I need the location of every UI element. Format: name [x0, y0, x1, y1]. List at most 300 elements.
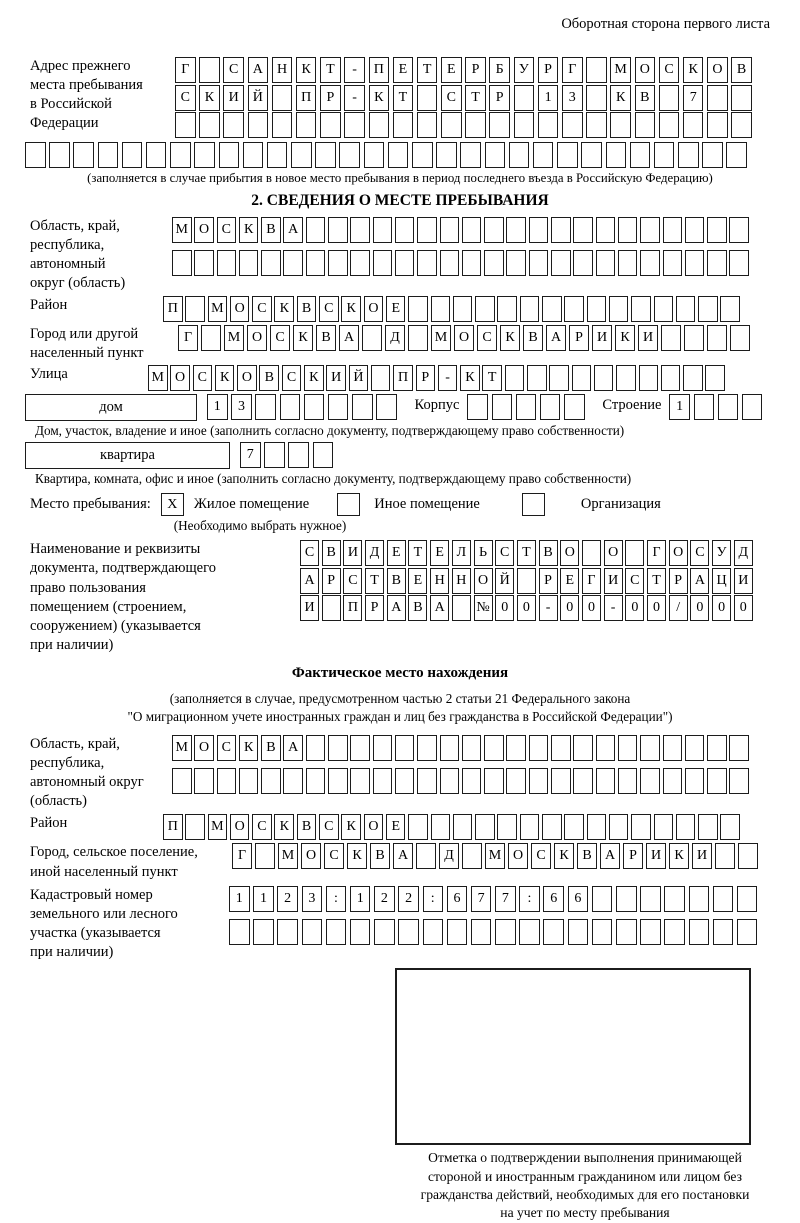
char-cell[interactable]: С — [217, 735, 237, 761]
char-cell[interactable]: С — [659, 57, 680, 83]
char-cell[interactable] — [594, 365, 614, 391]
char-cell[interactable] — [685, 217, 705, 243]
char-cell[interactable] — [564, 394, 585, 420]
char-cell[interactable] — [453, 814, 473, 840]
char-cell[interactable] — [239, 250, 259, 276]
char-cell[interactable]: В — [370, 843, 390, 869]
char-cell[interactable]: Т — [417, 57, 438, 83]
char-cell[interactable]: : — [326, 886, 347, 912]
char-cell[interactable] — [663, 250, 683, 276]
char-cell[interactable]: Т — [365, 568, 384, 594]
char-cell[interactable] — [441, 112, 462, 138]
char-cell[interactable] — [551, 217, 571, 243]
char-cell[interactable] — [328, 250, 348, 276]
char-cell[interactable] — [678, 142, 699, 168]
char-cell[interactable] — [373, 217, 393, 243]
char-cell[interactable] — [742, 394, 763, 420]
char-cell[interactable] — [484, 250, 504, 276]
char-cell[interactable] — [460, 142, 481, 168]
char-cell[interactable]: О — [247, 325, 267, 351]
char-cell[interactable] — [175, 112, 196, 138]
char-cell[interactable] — [506, 217, 526, 243]
char-cell[interactable]: 7 — [471, 886, 492, 912]
char-cell[interactable]: Т — [320, 57, 341, 83]
char-cell[interactable]: С — [282, 365, 302, 391]
char-cell[interactable] — [369, 112, 390, 138]
char-cell[interactable] — [194, 768, 214, 794]
char-cell[interactable] — [573, 735, 593, 761]
char-cell[interactable]: О — [364, 814, 384, 840]
char-cell[interactable] — [467, 394, 488, 420]
char-cell[interactable]: В — [261, 735, 281, 761]
char-cell[interactable]: А — [387, 595, 406, 621]
char-cell[interactable]: П — [393, 365, 413, 391]
char-cell[interactable]: П — [369, 57, 390, 83]
char-cell[interactable]: И — [223, 85, 244, 111]
char-cell[interactable] — [659, 85, 680, 111]
char-cell[interactable] — [431, 296, 451, 322]
char-cell[interactable] — [654, 814, 674, 840]
char-cell[interactable]: А — [600, 843, 620, 869]
char-cell[interactable]: В — [261, 217, 281, 243]
char-cell[interactable] — [371, 365, 391, 391]
char-cell[interactable]: 2 — [374, 886, 395, 912]
char-cell[interactable] — [272, 112, 293, 138]
char-cell[interactable] — [465, 112, 486, 138]
char-cell[interactable] — [484, 768, 504, 794]
char-cell[interactable] — [185, 814, 205, 840]
char-cell[interactable]: Н — [272, 57, 293, 83]
char-cell[interactable]: П — [296, 85, 317, 111]
char-cell[interactable] — [408, 814, 428, 840]
char-cell[interactable] — [707, 112, 728, 138]
char-cell[interactable]: Г — [582, 568, 601, 594]
char-cell[interactable] — [352, 394, 373, 420]
char-cell[interactable]: Т — [465, 85, 486, 111]
char-cell[interactable] — [440, 768, 460, 794]
char-cell[interactable]: С — [175, 85, 196, 111]
char-cell[interactable]: П — [163, 296, 183, 322]
char-cell[interactable]: К — [239, 735, 259, 761]
char-cell[interactable]: Е — [560, 568, 579, 594]
char-cell[interactable]: И — [326, 365, 346, 391]
char-cell[interactable]: 0 — [560, 595, 579, 621]
char-cell[interactable] — [302, 919, 323, 945]
char-cell[interactable]: Й — [349, 365, 369, 391]
char-cell[interactable] — [328, 217, 348, 243]
char-cell[interactable]: К — [199, 85, 220, 111]
char-cell[interactable] — [261, 768, 281, 794]
char-cell[interactable] — [516, 394, 537, 420]
char-cell[interactable]: С — [343, 568, 362, 594]
char-cell[interactable]: И — [638, 325, 658, 351]
char-cell[interactable] — [514, 112, 535, 138]
char-cell[interactable] — [172, 250, 192, 276]
char-cell[interactable]: К — [304, 365, 324, 391]
char-cell[interactable]: А — [248, 57, 269, 83]
char-cell[interactable]: О — [604, 540, 623, 566]
char-cell[interactable] — [328, 735, 348, 761]
char-cell[interactable]: Р — [320, 85, 341, 111]
char-cell[interactable] — [616, 886, 637, 912]
char-cell[interactable] — [417, 250, 437, 276]
char-cell[interactable]: К — [347, 843, 367, 869]
char-cell[interactable] — [395, 735, 415, 761]
char-cell[interactable]: С — [193, 365, 213, 391]
char-cell[interactable] — [519, 919, 540, 945]
char-cell[interactable]: С — [319, 814, 339, 840]
char-cell[interactable] — [520, 296, 540, 322]
char-cell[interactable] — [543, 919, 564, 945]
char-cell[interactable]: А — [339, 325, 359, 351]
char-cell[interactable] — [517, 568, 536, 594]
char-cell[interactable] — [618, 250, 638, 276]
char-cell[interactable] — [122, 142, 143, 168]
char-cell[interactable] — [217, 250, 237, 276]
char-cell[interactable]: Т — [647, 568, 666, 594]
char-cell[interactable] — [306, 735, 326, 761]
char-cell[interactable] — [689, 886, 710, 912]
char-cell[interactable] — [462, 217, 482, 243]
char-cell[interactable]: 3 — [562, 85, 583, 111]
char-cell[interactable] — [514, 85, 535, 111]
char-cell[interactable] — [255, 843, 275, 869]
char-cell[interactable]: О — [508, 843, 528, 869]
char-cell[interactable] — [272, 85, 293, 111]
char-cell[interactable]: К — [274, 814, 294, 840]
char-cell[interactable] — [344, 112, 365, 138]
char-cell[interactable]: М — [610, 57, 631, 83]
char-cell[interactable] — [582, 540, 601, 566]
char-cell[interactable] — [283, 250, 303, 276]
char-cell[interactable]: Д — [734, 540, 753, 566]
char-cell[interactable]: 6 — [568, 886, 589, 912]
char-cell[interactable] — [731, 112, 752, 138]
char-cell[interactable] — [551, 735, 571, 761]
char-cell[interactable] — [453, 296, 473, 322]
char-cell[interactable] — [350, 768, 370, 794]
char-cell[interactable] — [587, 814, 607, 840]
checkbox-organization[interactable] — [522, 493, 545, 516]
char-cell[interactable] — [683, 112, 704, 138]
char-cell[interactable]: С — [217, 217, 237, 243]
char-cell[interactable] — [729, 217, 749, 243]
char-cell[interactable]: 3 — [231, 394, 252, 420]
char-cell[interactable]: С — [690, 540, 709, 566]
char-cell[interactable] — [564, 814, 584, 840]
char-cell[interactable] — [630, 142, 651, 168]
char-cell[interactable]: С — [531, 843, 551, 869]
char-cell[interactable]: А — [393, 843, 413, 869]
char-cell[interactable]: 1 — [229, 886, 250, 912]
char-cell[interactable]: Р — [569, 325, 589, 351]
char-cell[interactable] — [542, 814, 562, 840]
char-cell[interactable]: : — [519, 886, 540, 912]
char-cell[interactable]: 0 — [690, 595, 709, 621]
char-cell[interactable]: И — [604, 568, 623, 594]
char-cell[interactable] — [676, 814, 696, 840]
char-cell[interactable]: 1 — [350, 886, 371, 912]
char-cell[interactable]: Р — [539, 568, 558, 594]
char-cell[interactable]: 1 — [538, 85, 559, 111]
char-cell[interactable] — [663, 735, 683, 761]
char-cell[interactable] — [631, 296, 651, 322]
char-cell[interactable] — [596, 768, 616, 794]
char-cell[interactable] — [581, 142, 602, 168]
char-cell[interactable] — [639, 365, 659, 391]
char-cell[interactable]: В — [316, 325, 336, 351]
char-cell[interactable]: Е — [386, 814, 406, 840]
char-cell[interactable] — [376, 394, 397, 420]
char-cell[interactable]: К — [274, 296, 294, 322]
char-cell[interactable] — [698, 814, 718, 840]
char-cell[interactable]: - — [539, 595, 558, 621]
char-cell[interactable] — [586, 57, 607, 83]
char-cell[interactable]: Ц — [712, 568, 731, 594]
char-cell[interactable]: Е — [386, 296, 406, 322]
char-cell[interactable]: М — [208, 296, 228, 322]
char-cell[interactable] — [217, 768, 237, 794]
char-cell[interactable] — [497, 814, 517, 840]
char-cell[interactable] — [201, 325, 221, 351]
char-cell[interactable]: - — [438, 365, 458, 391]
char-cell[interactable]: И — [734, 568, 753, 594]
char-cell[interactable] — [408, 325, 428, 351]
char-cell[interactable]: 0 — [517, 595, 536, 621]
char-cell[interactable] — [707, 768, 727, 794]
char-cell[interactable]: И — [646, 843, 666, 869]
char-cell[interactable]: У — [712, 540, 731, 566]
char-cell[interactable]: Б — [489, 57, 510, 83]
char-cell[interactable] — [462, 735, 482, 761]
char-cell[interactable]: С — [300, 540, 319, 566]
char-cell[interactable]: О — [474, 568, 493, 594]
char-cell[interactable] — [261, 250, 281, 276]
char-cell[interactable] — [587, 296, 607, 322]
char-cell[interactable] — [223, 112, 244, 138]
char-cell[interactable] — [683, 365, 703, 391]
char-cell[interactable]: К — [615, 325, 635, 351]
char-cell[interactable] — [229, 919, 250, 945]
char-cell[interactable] — [462, 843, 482, 869]
char-cell[interactable] — [640, 250, 660, 276]
char-cell[interactable] — [538, 112, 559, 138]
char-cell[interactable] — [663, 768, 683, 794]
char-cell[interactable]: 0 — [712, 595, 731, 621]
char-cell[interactable] — [326, 919, 347, 945]
char-cell[interactable] — [395, 217, 415, 243]
char-cell[interactable] — [395, 768, 415, 794]
char-cell[interactable]: М — [172, 735, 192, 761]
char-cell[interactable] — [729, 768, 749, 794]
char-cell[interactable]: Н — [452, 568, 471, 594]
char-cell[interactable] — [417, 217, 437, 243]
char-cell[interactable] — [520, 814, 540, 840]
char-cell[interactable] — [364, 142, 385, 168]
char-cell[interactable] — [350, 217, 370, 243]
char-cell[interactable] — [373, 768, 393, 794]
char-cell[interactable]: 7 — [495, 886, 516, 912]
char-cell[interactable] — [485, 142, 506, 168]
char-cell[interactable]: 1 — [253, 886, 274, 912]
char-cell[interactable] — [616, 365, 636, 391]
char-cell[interactable] — [676, 296, 696, 322]
char-cell[interactable] — [440, 735, 460, 761]
char-cell[interactable] — [731, 85, 752, 111]
char-cell[interactable] — [542, 296, 562, 322]
char-cell[interactable] — [596, 250, 616, 276]
char-cell[interactable] — [738, 843, 758, 869]
char-cell[interactable]: 2 — [277, 886, 298, 912]
char-cell[interactable]: 1 — [669, 394, 690, 420]
char-cell[interactable] — [313, 442, 334, 468]
char-cell[interactable] — [98, 142, 119, 168]
char-cell[interactable]: Й — [248, 85, 269, 111]
char-cell[interactable]: Р — [489, 85, 510, 111]
char-cell[interactable]: Р — [623, 843, 643, 869]
char-cell[interactable]: В — [297, 296, 317, 322]
char-cell[interactable] — [635, 112, 656, 138]
char-cell[interactable] — [248, 112, 269, 138]
char-cell[interactable] — [586, 112, 607, 138]
char-cell[interactable]: Р — [465, 57, 486, 83]
char-cell[interactable]: В — [322, 540, 341, 566]
char-cell[interactable] — [417, 112, 438, 138]
char-cell[interactable] — [505, 365, 525, 391]
char-cell[interactable]: М — [278, 843, 298, 869]
char-cell[interactable] — [296, 112, 317, 138]
char-cell[interactable]: - — [344, 85, 365, 111]
char-cell[interactable]: М — [208, 814, 228, 840]
char-cell[interactable]: 7 — [683, 85, 704, 111]
char-cell[interactable]: 2 — [398, 886, 419, 912]
char-cell[interactable] — [572, 365, 592, 391]
char-cell[interactable] — [568, 919, 589, 945]
char-cell[interactable] — [685, 735, 705, 761]
char-cell[interactable]: А — [300, 568, 319, 594]
char-cell[interactable]: К — [669, 843, 689, 869]
char-cell[interactable] — [320, 112, 341, 138]
char-cell[interactable]: Е — [441, 57, 462, 83]
char-cell[interactable] — [412, 142, 433, 168]
char-cell[interactable] — [707, 217, 727, 243]
char-cell[interactable] — [685, 250, 705, 276]
char-cell[interactable]: И — [692, 843, 712, 869]
char-cell[interactable]: О — [635, 57, 656, 83]
char-cell[interactable] — [616, 919, 637, 945]
char-cell[interactable]: М — [172, 217, 192, 243]
char-cell[interactable] — [185, 296, 205, 322]
char-cell[interactable] — [640, 886, 661, 912]
char-cell[interactable] — [194, 250, 214, 276]
char-cell[interactable]: А — [283, 217, 303, 243]
char-cell[interactable]: К — [683, 57, 704, 83]
char-cell[interactable]: В — [259, 365, 279, 391]
char-cell[interactable] — [339, 142, 360, 168]
char-cell[interactable] — [315, 142, 336, 168]
char-cell[interactable] — [529, 735, 549, 761]
char-cell[interactable] — [431, 814, 451, 840]
char-cell[interactable] — [640, 735, 660, 761]
char-cell[interactable] — [707, 250, 727, 276]
char-cell[interactable] — [362, 325, 382, 351]
char-cell[interactable]: Р — [365, 595, 384, 621]
char-cell[interactable]: А — [430, 595, 449, 621]
char-cell[interactable] — [350, 919, 371, 945]
char-cell[interactable]: К — [215, 365, 235, 391]
char-cell[interactable] — [573, 217, 593, 243]
char-cell[interactable]: К — [500, 325, 520, 351]
char-cell[interactable] — [417, 85, 438, 111]
char-cell[interactable] — [291, 142, 312, 168]
char-cell[interactable] — [684, 325, 704, 351]
char-cell[interactable] — [694, 394, 715, 420]
char-cell[interactable] — [267, 142, 288, 168]
char-cell[interactable]: В — [731, 57, 752, 83]
char-cell[interactable]: К — [460, 365, 480, 391]
char-cell[interactable]: Т — [517, 540, 536, 566]
char-cell[interactable] — [395, 250, 415, 276]
char-cell[interactable] — [663, 217, 683, 243]
char-cell[interactable]: № — [474, 595, 493, 621]
char-cell[interactable] — [729, 250, 749, 276]
char-cell[interactable]: 6 — [543, 886, 564, 912]
char-cell[interactable]: Е — [393, 57, 414, 83]
char-cell[interactable] — [253, 919, 274, 945]
char-cell[interactable] — [661, 325, 681, 351]
char-cell[interactable]: 0 — [734, 595, 753, 621]
char-cell[interactable] — [698, 296, 718, 322]
char-cell[interactable] — [509, 142, 530, 168]
char-cell[interactable] — [239, 768, 259, 794]
char-cell[interactable]: Е — [430, 540, 449, 566]
char-cell[interactable]: С — [252, 814, 272, 840]
char-cell[interactable] — [373, 735, 393, 761]
char-cell[interactable] — [475, 814, 495, 840]
char-cell[interactable]: Т — [393, 85, 414, 111]
char-cell[interactable] — [618, 768, 638, 794]
char-cell[interactable]: М — [485, 843, 505, 869]
char-cell[interactable]: К — [296, 57, 317, 83]
char-cell[interactable]: К — [239, 217, 259, 243]
char-cell[interactable] — [659, 112, 680, 138]
char-cell[interactable]: А — [283, 735, 303, 761]
char-cell[interactable]: В — [387, 568, 406, 594]
checkbox-residential[interactable]: X — [161, 493, 184, 516]
char-cell[interactable] — [199, 112, 220, 138]
char-cell[interactable] — [306, 250, 326, 276]
char-cell[interactable]: 0 — [495, 595, 514, 621]
char-cell[interactable] — [436, 142, 457, 168]
char-cell[interactable]: О — [170, 365, 190, 391]
char-cell[interactable] — [484, 735, 504, 761]
char-cell[interactable]: : — [423, 886, 444, 912]
char-cell[interactable]: К — [610, 85, 631, 111]
char-cell[interactable] — [471, 919, 492, 945]
char-cell[interactable]: Л — [452, 540, 471, 566]
checkbox-other-premises[interactable] — [337, 493, 360, 516]
char-cell[interactable] — [573, 250, 593, 276]
char-cell[interactable] — [328, 768, 348, 794]
char-cell[interactable] — [416, 843, 436, 869]
char-cell[interactable] — [720, 814, 740, 840]
char-cell[interactable]: И — [592, 325, 612, 351]
char-cell[interactable] — [304, 394, 325, 420]
char-cell[interactable] — [664, 886, 685, 912]
char-cell[interactable] — [423, 919, 444, 945]
char-cell[interactable] — [618, 217, 638, 243]
char-cell[interactable] — [529, 250, 549, 276]
